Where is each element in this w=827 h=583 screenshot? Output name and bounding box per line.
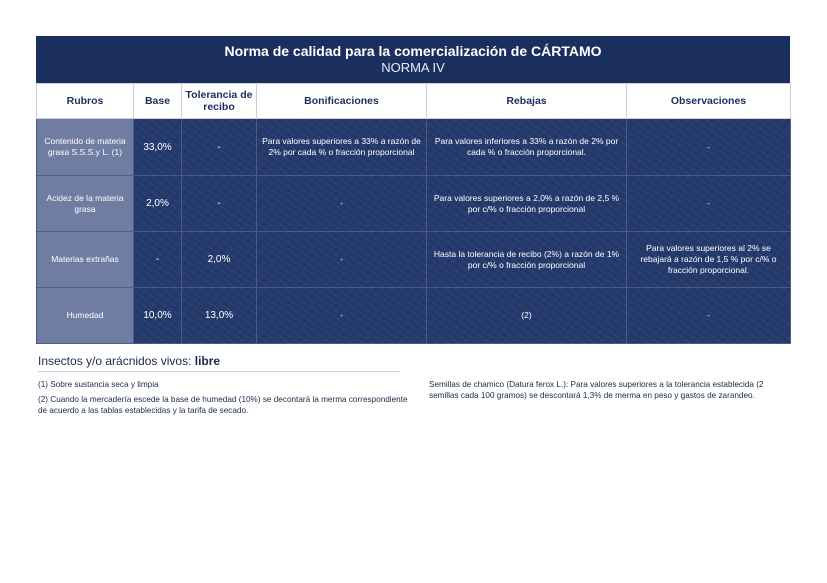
cell-rubro: Humedad — [37, 288, 134, 344]
cell-bonificaciones: - — [257, 288, 427, 344]
quality-table — [36, 83, 791, 344]
cell-observaciones: - — [627, 288, 791, 344]
cell-observaciones: - — [627, 176, 791, 232]
notes-section — [38, 354, 798, 415]
cell-tolerancia: 2,0% — [182, 232, 257, 288]
cell-tolerancia: - — [182, 119, 257, 176]
cell-bonificaciones: - — [257, 176, 427, 232]
cell-rebajas: Para valores superiores a 2,0% a razón de 2,5 % por c/% o fracción proporcional — [427, 176, 627, 232]
cell-rebajas: Para valores inferiores a 33% a razón de 2% por cada % o fracción proporcional. — [427, 119, 627, 176]
cell-observaciones: Para valores superiores al 2% se rebajará a razón de 1,5 % por c/% o fracción proporcional. — [627, 232, 791, 288]
column-header-rebajas: Rebajas — [427, 84, 627, 119]
cell-rubro: Contenido de materia grasa S.S.S.y L. (1) — [37, 119, 134, 176]
footnote-chamico: Semillas de chamico (Datura ferox L.): Para valores superiores a la tolerancia establecida (2 semillas cada 100 gramos) se descontará 1,3% de merma en peso y gastos de zarandeo. — [429, 380, 764, 400]
quality-standard-sheet — [36, 36, 790, 344]
table-row — [37, 176, 791, 232]
cell-bonificaciones: - — [257, 232, 427, 288]
cell-rebajas: (2) — [427, 288, 627, 344]
table-row — [37, 119, 791, 176]
footnote-2: (2) Cuando la mercadería escede la base de humedad (10%) se decontará la merma correspondiente de acuerdo a las tablas establecidas y la tarifa de secado. — [38, 395, 408, 415]
cell-tolerancia: - — [182, 176, 257, 232]
cell-observaciones: - — [627, 119, 791, 176]
column-header-base: Base — [134, 84, 182, 119]
column-header-tolerancia: Tolerancia de recibo — [182, 84, 257, 119]
cell-base: 2,0% — [134, 176, 182, 232]
cell-rubro: Materias extrañas — [37, 232, 134, 288]
cell-rubro: Acidez de la materia grasa — [37, 176, 134, 232]
footnotes — [38, 379, 408, 420]
insect-label: Insectos y/o arácnidos vivos: — [38, 354, 195, 368]
insect-requirement — [38, 354, 400, 372]
footnote-1: (1) Sobre sustancia seca y limpia — [38, 380, 159, 389]
cell-rebajas: Hasta la tolerancia de recibo (2%) a razón de 1% por c/% o fracción proporcional — [427, 232, 627, 288]
title-bar — [36, 36, 790, 83]
page-subtitle: NORMA IV — [381, 60, 445, 75]
table-header-row — [37, 84, 791, 119]
column-header-observaciones: Observaciones — [627, 84, 791, 119]
cell-bonificaciones: Para valores superiores a 33% a razón de 2% por cada % o fracción proporcional — [257, 119, 427, 176]
column-header-bonificaciones: Bonificaciones — [257, 84, 427, 119]
cell-base: 33,0% — [134, 119, 182, 176]
column-header-rubros: Rubros — [37, 84, 134, 119]
cell-base: - — [134, 232, 182, 288]
cell-tolerancia: 13,0% — [182, 288, 257, 344]
table-row — [37, 232, 791, 288]
table-row — [37, 288, 791, 344]
cell-base: 10,0% — [134, 288, 182, 344]
page-title: Norma de calidad para la comercialización de CÁRTAMO — [224, 43, 602, 59]
insect-value: libre — [194, 354, 221, 368]
